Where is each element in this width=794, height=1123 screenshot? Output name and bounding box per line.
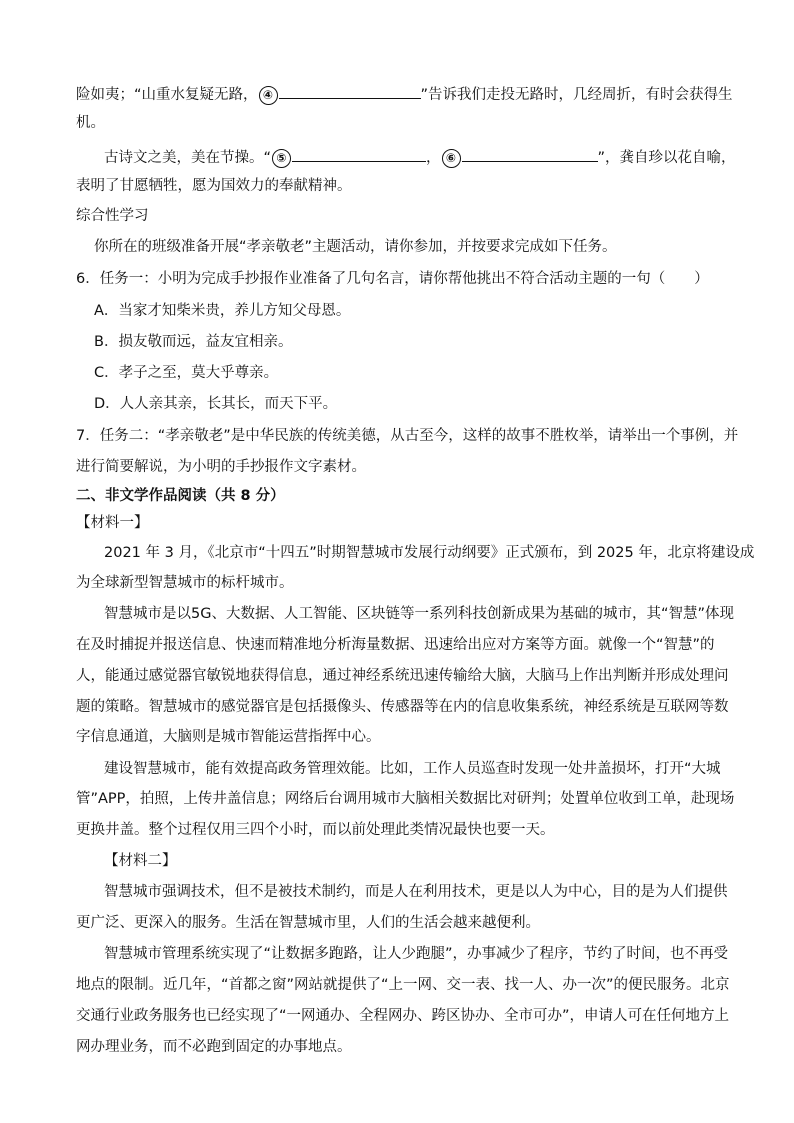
paragraph-line: 建设智慧城市，能有效提高政务管理效能。比如，工作人员巡查时发现一处井盖损坏，打开“大城: [104, 761, 721, 777]
paragraph-line: 在及时捕捉并报送信息、快速而精准地分析海量数据、迅速给出应对方案等方面。就像一个“智慧”的: [76, 637, 715, 653]
paragraph-line: 交通行业政务服务也已经实现了“一网通办、全程网办、跨区协办、全市可办”，申请人可在任何地方上: [76, 1008, 730, 1024]
option-d: D．人人亲其亲，长其长，而天下平。: [94, 396, 338, 412]
blank-number-5: ⑤: [272, 149, 291, 168]
paragraph-line: 题的策略。智慧城市的感觉器官是包括摄像头、传感器等在内的信息收集系统，神经系统是互联网等数: [76, 699, 729, 715]
text-segment: ，: [426, 150, 441, 166]
paragraph-line: 更换井盖。整个过程仅用三四个小时，而以前处理此类情况最快也要一天。: [76, 822, 555, 838]
paragraph-line: 智慧城市是以5G、大数据、人工智能、区块链等一系列科技创新成果为基础的城市，其“智慧”体现: [104, 606, 734, 622]
paragraph-line: 人，能通过感觉器官敏锐地获得信息，通过神经系统迅速传输给大脑，大脑马上作出判断并形成处理问: [76, 668, 729, 684]
option-c: C．孝子之至，莫大乎尊亲。: [94, 365, 279, 381]
text-segment: ”，龚自珍以花自喻，: [597, 150, 736, 166]
answer-blank-6[interactable]: [462, 145, 598, 162]
paragraph-line: 网办理业务，而不必跑到固定的办事地点。: [76, 1039, 352, 1055]
blank-number-4: ④: [259, 86, 278, 105]
question-7: 7．任务二：“孝亲敬老”是中华民族的传统美德，从古至今，这样的故事不胜枚举，请举出一个事例，并: [76, 428, 739, 444]
paragraph-line: 智慧城市管理系统实现了“让数据多跑路，让人少跑腿”，办事减少了程序，节约了时间，也不再受: [104, 946, 729, 962]
option-b: B．损友敬而远，益友宜相亲。: [94, 334, 293, 350]
text-segment: ”告诉我们走投无路时，几经周折，有时会获得生: [420, 87, 733, 103]
poem-fill-line-1: [76, 82, 733, 105]
blank-number-6: ⑥: [442, 149, 461, 168]
task-intro: 你所在的班级准备开展“孝亲敬老”主题活动，请你参加，并按要求完成如下任务。: [94, 239, 617, 255]
text-segment: 古诗文之美，美在节操。“: [104, 150, 272, 166]
paragraph-line: 更广泛、更深入的服务。生活在智慧城市里，人们的生活会越来越便利。: [76, 915, 540, 931]
paragraph-line: 地点的限制。近几年，“首都之窗”网站就提供了“上一网、交一表、找一人、办一次”的便民服务。北京: [76, 977, 730, 993]
material-one-label: 【材料一】: [76, 515, 149, 531]
paragraph-line: 管”APP，拍照，上传井盖信息；网络后台调用城市大脑相关数据比对研判；处置单位收到工单，赴现场: [76, 791, 735, 807]
poem-fill-line-2: [104, 145, 736, 168]
material-two-label: 【材料二】: [104, 853, 177, 869]
paragraph-line: 表明了甘愿牺牲，愿为国效力的奉献精神。: [76, 178, 352, 194]
paragraph-line: 机。: [76, 115, 105, 131]
paragraph-line: 2021 年 3 月，《北京市“十四五”时期智慧城市发展行动纲要》正式颁布，到 2025 年，北京将建设成: [104, 545, 755, 561]
paragraph-line: 为全球新型智慧城市的标杆城市。: [76, 575, 294, 591]
section-heading: 二、非文学作品阅读（共 8 分）: [76, 488, 285, 504]
paragraph-line: 字信息通道，大脑则是城市智能运营指挥中心。: [76, 729, 381, 745]
section-label: 综合性学习: [76, 208, 149, 224]
answer-blank-5[interactable]: [292, 145, 426, 162]
paragraph-line: 智慧城市强调技术，但不是被技术制约，而是人在利用技术，更是以人为中心，目的是为人们提供: [104, 884, 728, 900]
question-7-continued: 进行简要解说，为小明的手抄报作文字素材。: [76, 459, 366, 475]
question-6: 6．任务一：小明为完成手抄报作业准备了几句名言，请你帮他挑出不符合活动主题的一句（ ）: [76, 271, 709, 287]
text-segment: 险如夷；“山重水复疑无路，: [76, 87, 258, 103]
option-a: A．当家才知柴米贵，养儿方知父母恩。: [94, 303, 351, 319]
answer-blank-4[interactable]: [279, 82, 421, 99]
